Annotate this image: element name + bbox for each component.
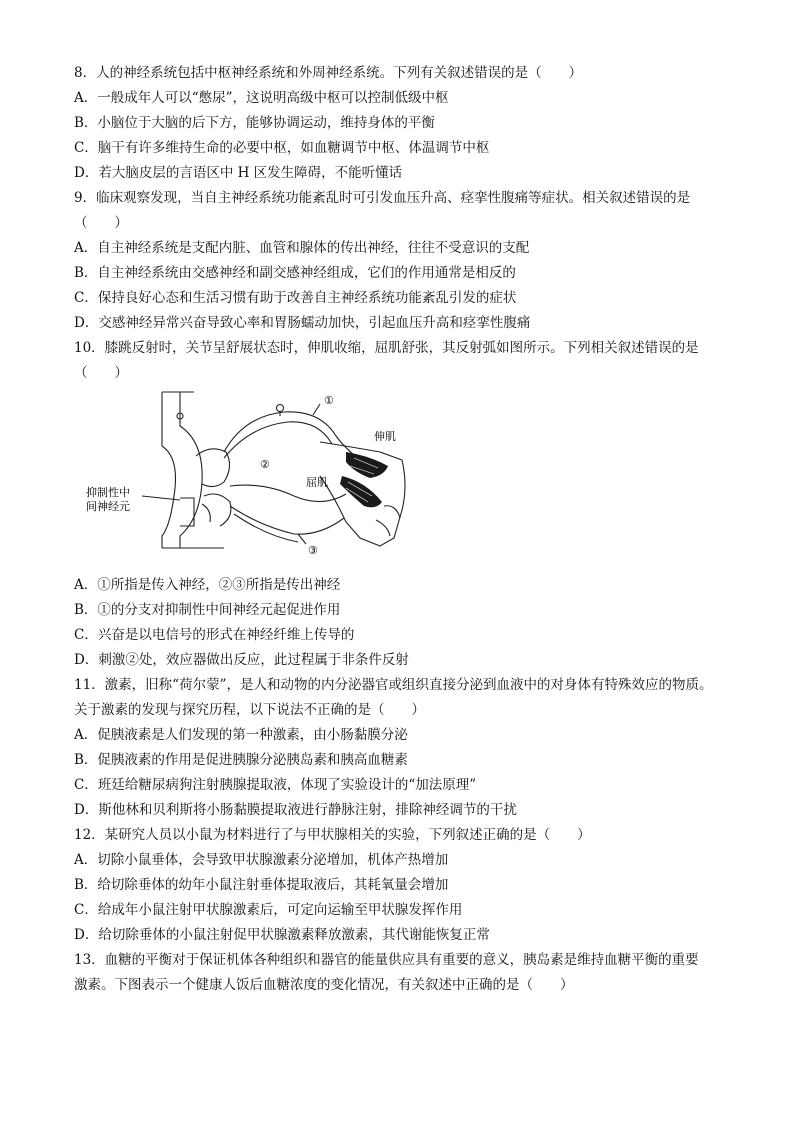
figure-label-extensor: 伸肌	[374, 430, 396, 443]
question-12-option-a: A．切除小鼠垂体，会导致甲状腺激素分泌增加，机体产热增加	[74, 852, 449, 868]
question-12-option-b: B．给切除垂体的幼年小鼠注射垂体提取液后，其耗氧量会增加	[74, 877, 449, 893]
figure-label-inhibitory-1: 抑制性中	[86, 486, 130, 499]
question-11-option-b: B．促胰液素的作用是促进胰腺分泌胰岛素和胰高血糖素	[74, 752, 408, 768]
question-12-stem: 12．某研究人员以小鼠为材料进行了与甲状腺相关的实验，下列叙述正确的是（ ）	[74, 827, 591, 843]
question-9-stem-cont: （ ）	[74, 215, 128, 231]
question-8-option-c: C．脑干有许多维持生命的必要中枢，如血糖调节中枢、体温调节中枢	[74, 140, 490, 156]
question-13-stem: 13．血糖的平衡对于保证机体各种组织和器官的能量供应具有重要的意义，胰岛素是维持血糖平衡的重要	[74, 952, 699, 968]
question-11-stem: 11．激素，旧称“荷尔蒙”，是人和动物的内分泌器官或组织直接分泌到血液中的对身体有特殊效应的物质。	[74, 677, 713, 693]
question-11-option-d: D．斯他林和贝利斯将小肠黏膜提取液进行静脉注射，排除神经调节的干扰	[74, 802, 517, 818]
flexor-muscle	[340, 476, 382, 507]
question-12-option-c: C．给成年小鼠注射甲状腺激素后，可定向运输至甲状腺发挥作用	[74, 902, 463, 918]
nerve-2	[230, 485, 346, 501]
spinal-cord-outline	[162, 392, 176, 548]
question-9-stem: 9．临床观察发现，当自主神经系统功能紊乱时可引发血压升高、痉挛性腹痛等症状。相关叙述错误的是	[74, 190, 691, 206]
question-8-stem: 8．人的神经系统包括中枢神经系统和外周神经系统。下列有关叙述错误的是（ ）	[74, 65, 583, 81]
nerve-3	[230, 506, 344, 534]
ganglion	[277, 405, 284, 412]
question-11-option-a: A．促胰液素是人们发现的第一种激素，由小肠黏膜分泌	[74, 727, 408, 743]
question-9-option-d: D．交感神经异常兴奋导致心率和胃肠蠕动加快，引起血压升高和痉挛性腹痛	[74, 315, 531, 331]
question-8-option-d: D．若大脑皮层的言语区中 H 区发生障碍，不能听懂话	[74, 165, 403, 181]
question-8-option-a: A．一般成年人可以“憋尿”，这说明高级中枢可以控制低级中枢	[74, 90, 449, 106]
question-8-option-b: B．小脑位于大脑的后下方，能够协调运动，维持身体的平衡	[74, 115, 435, 131]
figure-label-inhibitory-2: 间神经元	[86, 500, 130, 513]
figure-mark-3: ③	[308, 544, 318, 557]
question-9-option-a: A．自主神经系统是支配内脏、血管和腺体的传出神经，往往不受意识的支配	[74, 240, 530, 256]
figure-mark-1: ①	[324, 394, 334, 407]
question-12-option-d: D．给切除垂体的小鼠注射促甲状腺激素释放激素，其代谢能恢复正常	[74, 927, 490, 943]
extensor-muscle	[346, 452, 388, 478]
reflex-arc-figure	[84, 386, 414, 566]
question-10-option-a: A．①所指是传入神经，②③所指是传出神经	[74, 577, 341, 593]
figure-mark-2: ②	[260, 458, 270, 471]
question-13-stem-cont: 激素。下图表示一个健康人饭后血糖浓度的变化情况，有关叙述中正确的是（ ）	[74, 977, 574, 993]
question-11-option-c: C．班廷给糖尿病狗注射胰腺提取液，体现了实验设计的“加法原理”	[74, 777, 477, 793]
question-9-option-b: B．自主神经系统由交感神经和副交感神经组成，它们的作用通常是相反的	[74, 265, 516, 281]
question-10-option-b: B．①的分支对抑制性中间神经元起促进作用	[74, 602, 341, 618]
question-10-option-d: D．刺激②处，效应器做出反应，此过程属于非条件反射	[74, 652, 409, 668]
figure-label-flexor: 屈肌	[306, 476, 328, 489]
question-10-stem-cont: （ ）	[74, 365, 128, 381]
question-11-stem-cont: 关于激素的发现与探究历程，以下说法不正确的是（ ）	[74, 702, 425, 718]
question-10-option-c: C．兴奋是以电信号的形式在神经纤维上传导的	[74, 627, 355, 643]
question-10-stem: 10．膝跳反射时，关节呈舒展状态时，伸肌收缩，屈肌舒张，其反射弧如图所示。下列相关叙述错误的是	[74, 340, 699, 356]
question-9-option-c: C．保持良好心态和生活习惯有助于改善自主神经系统功能紊乱引发的症状	[74, 290, 517, 306]
